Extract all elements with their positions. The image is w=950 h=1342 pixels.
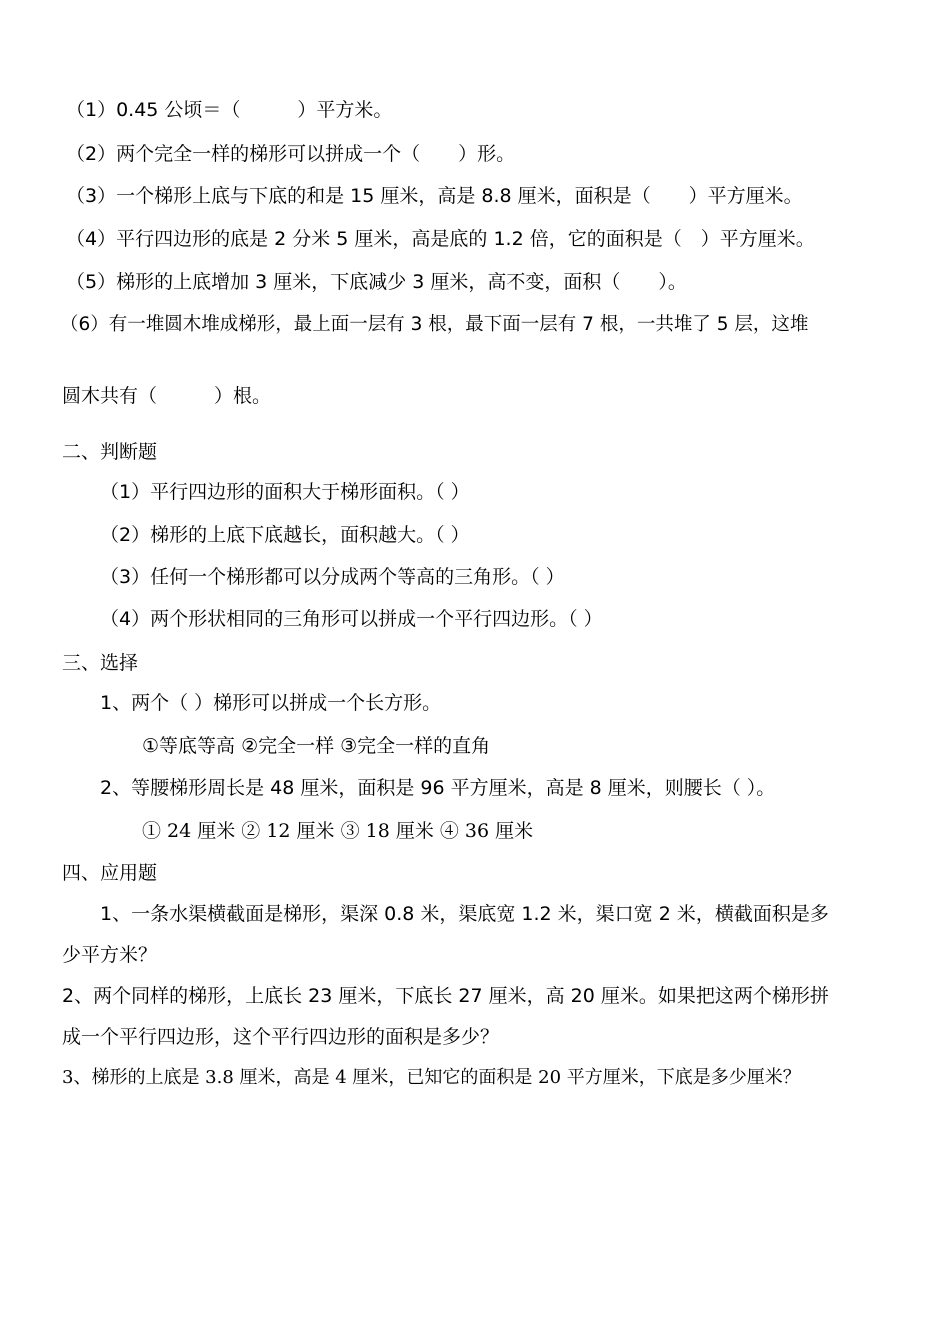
judge-item-4: （4）两个形状相同的三角形可以拼成一个平行四边形。（ ） — [100, 608, 603, 630]
fill-question-1: （1）0.45 公顷＝（ ）平方米。 — [66, 99, 393, 121]
fill-question-4: （4）平行四边形的底是 2 分米 5 厘米，高是底的 1.2 倍，它的面积是（ ）平方厘米。 — [66, 228, 815, 250]
choice-question-2: 2、等腰梯形周长是 48 厘米，面积是 96 平方厘米，高是 8 厘米，则腰长（ ）。 — [100, 777, 776, 799]
choice-question-2-options: ① 24 厘米 ② 12 厘米 ③ 18 厘米 ④ 36 厘米 — [142, 820, 534, 842]
section-heading-application: 四、应用题 — [62, 862, 158, 884]
judge-item-1: （1）平行四边形的面积大于梯形面积。（ ） — [100, 481, 470, 503]
choice-question-1-options: ①等底等高 ②完全一样 ③完全一样的直角 — [142, 735, 491, 757]
application-question-2-line-1: 2、两个同样的梯形，上底长 23 厘米，下底长 27 厘米，高 20 厘米。如果把这两个梯形拼 — [62, 985, 829, 1007]
application-question-2-line-2: 成一个平行四边形，这个平行四边形的面积是多少？ — [62, 1026, 500, 1048]
fill-question-5: （5）梯形的上底增加 3 厘米，下底减少 3 厘米，高不变，面积（ ）。 — [66, 271, 687, 293]
section-heading-judge: 二、判断题 — [62, 441, 158, 463]
fill-question-6-line-1: （6）有一堆圆木堆成梯形，最上面一层有 3 根，最下面一层有 7 根，一共堆了 5 层，这堆 — [60, 314, 809, 335]
application-question-1-line-1: 1、一条水渠横截面是梯形，渠深 0.8 米，渠底宽 1.2 米，渠口宽 2 米，横截面积是多 — [100, 903, 829, 925]
fill-question-2: （2）两个完全一样的梯形可以拼成一个（ ）形。 — [66, 143, 516, 165]
application-question-1-line-2: 少平方米？ — [62, 944, 158, 966]
fill-question-3: （3）一个梯形上底与下底的和是 15 厘米，高是 8.8 厘米，面积是（ ）平方厘米。 — [66, 185, 803, 207]
fill-question-6-line-2: 圆木共有（ ）根。 — [62, 385, 272, 407]
application-question-3: 3、梯形的上底是 3.8 厘米，高是 4 厘米，已知它的面积是 20 平方厘米，下底是多少厘米？ — [62, 1067, 801, 1088]
judge-item-3: （3）任何一个梯形都可以分成两个等高的三角形。（ ） — [100, 566, 565, 588]
choice-question-1: 1、两个（ ）梯形可以拼成一个长方形。 — [100, 692, 442, 714]
judge-item-2: （2）梯形的上底下底越长，面积越大。（ ） — [100, 524, 470, 546]
section-heading-choice: 三、选择 — [62, 652, 139, 674]
